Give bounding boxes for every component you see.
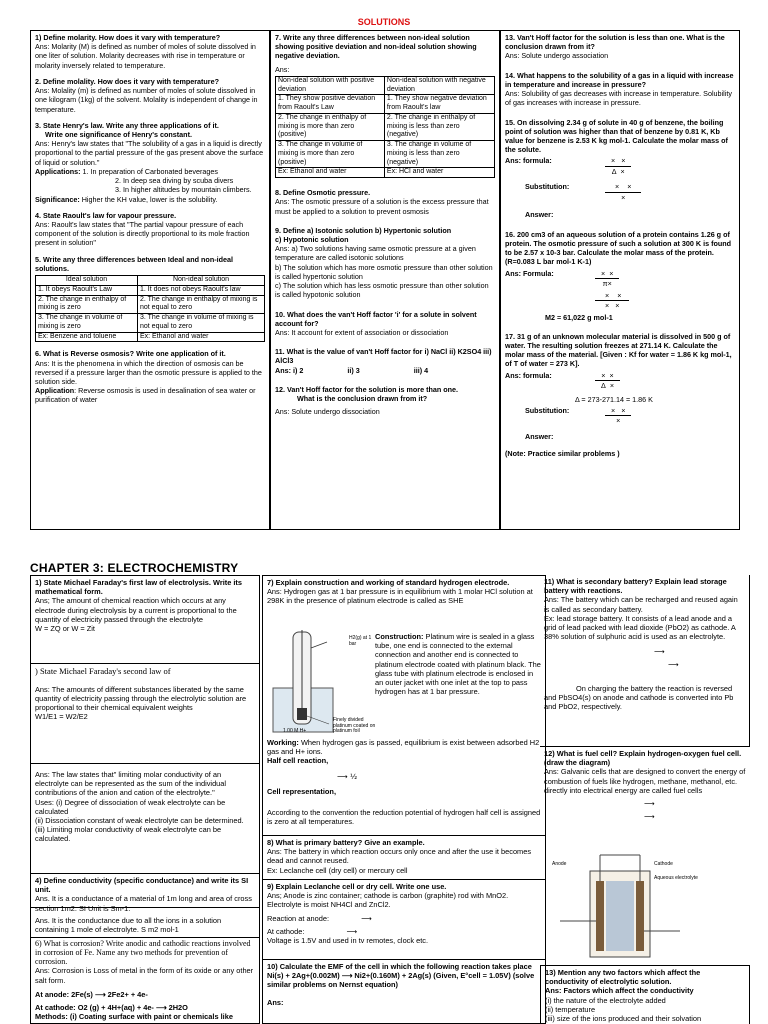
e-uses: Uses: (i) Degree of dissociation of weak electrolyte can be calculated	[35, 797, 226, 816]
solutions-column-2	[270, 30, 500, 530]
application-6: : Reverse osmosis is used in desalination of sea water or purification of water	[35, 386, 256, 405]
working-label: Working:	[267, 738, 299, 747]
e-q11-box	[540, 575, 750, 747]
sub16-fraction: × × × ×	[595, 291, 629, 310]
q13: 13. Van't Hoff factor for the solution is less than one. What is the conclusion drawn from it?	[505, 33, 725, 52]
q6: 6. What is Reverse osmosis? Write one application of it.	[35, 349, 226, 359]
e-q4-box	[31, 874, 259, 913]
substitution-label: Substitution:	[525, 182, 570, 192]
a12: Ans: Solute undergo dissociation	[275, 407, 380, 417]
den: Δ ×	[611, 166, 625, 176]
e-q11: 11) What is secondary battery? Explain lead storage battery with reactions.	[544, 577, 727, 596]
e-a11: Ans: The battery which can be recharged and reused again is called as secondary battery.	[544, 595, 738, 614]
e-a2: Ans: The amounts of different substances liberated by the same quantity of electricity passing through the electrolytic solution are proportional to their chemical equivalent weights	[35, 684, 247, 712]
delta-t: Δ = 273-271.14 = 1.86 K	[575, 394, 653, 404]
app-1: 1. In preparation of Carbonated beverages	[82, 166, 218, 176]
e-f2: W1/E1 = W2/E2	[35, 712, 88, 722]
significance: Higher the KH value, lower is the solubility.	[81, 194, 218, 204]
reaction-anode: Reaction at anode:	[267, 913, 330, 923]
e-q2-box	[31, 664, 259, 764]
q4: 4. State Raoult's law for vapour pressure.	[35, 210, 177, 220]
factor-1: (i) the nature of the electrolyte added	[545, 995, 666, 1005]
e-q1: 1) State Michael Faraday's first law of electrolysis. Write its mathematical form.	[35, 578, 242, 597]
e-q13: 13) Mention any two factors which affect the conductivity of electrolytic solution.	[545, 968, 701, 987]
e-q1-box	[31, 576, 259, 664]
sub17-fraction: × × ×	[605, 406, 631, 425]
formula16-label: Ans: Formula:	[505, 268, 554, 278]
t5-cell: 2. The change in enthalpy of mixing is zero	[36, 295, 138, 314]
t5-cell: Ex: Benzene and toluene	[36, 332, 138, 342]
e-methods: Methods: (i) Coating surface with paint or chemicals like	[35, 1012, 233, 1022]
q16: 16. 200 cm3 of an aqueous solution of a protein contains 1.26 g of protein. The osmotic pressure of such a solution at 300 K is found to be 2.57 x 10-3 bar. Calculate the molar mass of the protein. (R=0.083 L bar mol-1 K-1)	[505, 229, 732, 267]
e-q2: ) State Michael Faraday's second law of	[35, 666, 171, 676]
e-a6: Ans: Corrosion is Loss of metal in the form of its oxide or any other salt form.	[35, 966, 254, 985]
t5-cell: 1. It obeys Raoult's Law	[36, 285, 138, 295]
e-cathode: At cathode: O2 (g) + 4H+(aq) + 4e- ⟶ 2H2O	[35, 1002, 188, 1012]
e-ans10: Ans:	[267, 997, 284, 1007]
e-q10: 10) Calculate the EMF of the cell in which the following reaction takes place Ni(s) + 2Ag+(0.002M) ⟶ Ni2+(0.160M) + 2Ag(s) (Given, E°cell = 1.05V) (solve similar problems on Nernst equation)	[267, 962, 535, 990]
q17: 17. 31 g of an unknown molecular material is dissolved in 500 g of water. The resulting solution freezes at 271.14 K. Calculate the molar mass of the material. [Given : Kf for water = 1.86 K kg mol-1, of T of water = 273 K].	[505, 331, 732, 369]
e-a4: Ans. It is a conductance of a material of 1m long and area of cross section 1m2.	[35, 894, 252, 913]
app-2: 2. In deep sea diving by scuba divers	[115, 176, 234, 186]
a11-1: i) 2	[292, 365, 304, 375]
a8: Ans: The osmotic pressure of a solution is the excess pressure that must be applied to a solution to prevent osmosis	[275, 197, 489, 216]
electro-column-1	[30, 575, 260, 1024]
fig-electrolyte-label: Aqueous electrolyte	[654, 875, 698, 881]
cell-rep-label: Cell representation,	[267, 786, 336, 796]
fig-h2-label: H2(g) at 1 bar	[349, 635, 372, 647]
e-q13-box	[540, 965, 750, 1024]
ans-7: Ans:	[275, 64, 290, 74]
a2: Ans: Molality (m) is defined as number of moles of solute dissolved in one kilogram (1kg) of the solvent. Molality is independent of change in temperature.	[35, 86, 258, 114]
a11	[275, 366, 495, 375]
electro-column-2	[262, 575, 546, 1024]
e-q4: 4) Define conductivity (specific conductance) and write its SI unit.	[35, 876, 249, 895]
e-f1: W = ZQ or W = Zit	[35, 623, 95, 633]
e-q12: 12) What is fuel cell? Explain hydrogen-oxygen fuel cell. (draw the diagram)	[544, 749, 742, 768]
q12-sub: What is the conclusion drawn from it?	[297, 394, 428, 404]
factor-3: (iii) size of the ions produced and their solvation	[545, 1013, 702, 1023]
formula-fraction	[605, 156, 631, 175]
e-ex11: Ex: lead storage battery. It consists of a lead anode and a grid of lead packed with lead dioxide (PbO2) as cathode. A 38% solution of sulphuric acid is used as an electrolyte.	[544, 613, 736, 642]
t7-cell: 1. They show negative deviation from Raoult's law	[384, 95, 494, 114]
e-q7: 7) Explain construction and working of standard hydrogen electrode.	[267, 578, 510, 587]
e-ex8: Ex: Leclanche cell (dry cell) or mercury cell	[267, 865, 408, 875]
page-title: SOLUTIONS	[357, 17, 411, 27]
half-cell-label: Half cell reaction,	[267, 756, 329, 766]
arrow-icon: ⟶	[654, 647, 665, 657]
q5: 5. Write any three differences between Ideal and non-ideal solutions.	[35, 254, 233, 273]
q1: 1) Define molarity. How does it vary with temperature?	[35, 33, 221, 42]
arrow-icon: ⟶	[644, 798, 655, 808]
e-a1: Ans; The amount of chemical reaction which occurs at any electrode during electrolysis by a current is proportional to the quantity of electricity passed through the electrolyte	[35, 596, 237, 624]
q10: 10. What does the van't Hoff factor 'i' for a solute in solvent account for?	[275, 309, 477, 328]
a11-2: ii) 3	[347, 365, 360, 375]
q9-sub: c) Hypotonic solution	[275, 235, 349, 244]
fig-pt-label: Finely divided platinum coated on platinum foil	[333, 717, 376, 734]
m2-result: M2 = 61,022 g mol-1	[545, 312, 613, 322]
q7: 7. Write any three differences between non-ideal solution showing positive deviation and non-ideal solution showing negative deviation.	[275, 33, 477, 61]
t5-cell: Ex: Ethanol and water	[138, 332, 265, 342]
e-q9-box	[263, 880, 545, 960]
significance-label: Significance:	[35, 194, 80, 204]
e-q6-box	[31, 938, 259, 1023]
fuel-cell-diagram	[550, 851, 700, 961]
e-a9: Ans; Anode is zinc container; cathode is carbon (graphite) rod with MnO2. Electrolyte is moist NH4Cl and ZnCl2.	[267, 891, 509, 910]
t7-cell: 2. The change in enthalpy of mixing is less than zero (negative)	[384, 113, 494, 140]
deviation-table	[275, 76, 495, 178]
e-si: SI Unit is Sm-1.	[78, 903, 131, 913]
formula17-label: Ans: formula:	[505, 370, 552, 380]
answer17-label: Answer:	[525, 431, 554, 441]
e-charge: On charging the battery the reaction is reversed and PbSO4(s) on anode and cathode is converted into Pb and PbO2, respectively.	[544, 683, 734, 711]
solutions-column-3	[500, 30, 740, 530]
q2: 2. Define molality. How does it vary with temperature?	[35, 76, 219, 86]
a3: Ans: Henry's law states that "The solubility of a gas in a liquid is directly proportional to the partial pressure of the gas present above the surface of liquid or solution."	[35, 139, 264, 167]
convention: According to the convention the reduction potential of hydrogen half cell is assigned is zero at all temperatures.	[267, 807, 541, 827]
a10: Ans: It account for extent of association or dissociation	[275, 327, 449, 337]
a11-3: iii) 4	[413, 365, 429, 375]
electro-column-3	[540, 575, 750, 1024]
e-a5: Ans. It is the conductance due to all the ions in a solution containing 1 mole of electrolyte. S m2 mol-1	[35, 916, 222, 935]
e-anode: At anode: 2Fe(s) ⟶ 2Fe2+ + 4e-	[35, 989, 148, 999]
arrow-icon: ⟶	[644, 812, 655, 822]
applications-label: Applications:	[35, 166, 81, 176]
e-q8: 8) What is primary battery? Give an example.	[267, 838, 425, 847]
construction-text: Platinum wire is sealed in a glass tube, one end is connected to the external connection and another end is connected to platinum electrode coated with platinum black. The glass tube with platinum electrode is enclosed in an outer jacket with one inlet at the top to pass hydrogen has at 1 bar pressure.	[375, 632, 541, 697]
e-a13: Ans: Factors which affect the conductivity	[545, 986, 694, 996]
e-uses-2: (ii) Dissociation constant of weak electrolyte can be determined.	[35, 815, 244, 825]
t5-cell: 1. It does not obeys Raoult's law	[138, 285, 265, 295]
answer-label: Answer:	[525, 210, 554, 220]
e-a12: Ans: Galvanic cells that are designed to convert the energy of combustion of fuels like hydrogen, methane, methanol, etc. directly into electrical energy are called fuel cells	[544, 767, 746, 795]
app-3: 3. In higher altitudes by mountain climbers.	[115, 185, 252, 195]
a4: Ans: Raoult's law states that "The partial vapour pressure of each component of the solution is directly proportional to its mole fraction present in solution"	[35, 219, 250, 248]
arrow-icon: ⟶	[668, 660, 679, 670]
working	[267, 738, 543, 826]
t7-cell: Ex: Ethanol and water	[276, 168, 385, 178]
construction-label: Construction:	[375, 632, 424, 641]
q12: 12. Van't Hoff factor for the solution is more than one.	[275, 384, 459, 394]
arrow-icon: ⟶	[346, 926, 358, 936]
formula-label: Ans: formula:	[505, 156, 552, 166]
q3: 3. State Henry's law. Write any three applications of it.	[35, 120, 219, 130]
a11-label: Ans:	[275, 365, 291, 375]
a9c: c) The solution which has less osmotic pressure than other solution is called hypotonic solution	[275, 281, 489, 300]
q8: 8. Define Osmotic pressure.	[275, 188, 371, 198]
note: (Note: Practice similar problems )	[505, 449, 620, 459]
e-a7: Ans: Hydrogen gas at 1 bar pressure is in equilibrium with 1 molar HCl solution at 298K in the presence of platinum electrode is called as SHE	[267, 587, 533, 606]
num: × ×	[605, 156, 631, 166]
factor-2: (ii) temperature	[545, 1004, 596, 1014]
t7-header-negative: Non-ideal solution with negative deviation	[384, 76, 494, 95]
a6: Ans: It is the phenomena in which the direction of osmosis can be reversed if a pressure larger than the osmotic pressure is applied to the solution side.	[35, 358, 262, 386]
a9b: b) The solution which has more osmotic pressure than other solution is called hypertonic solution	[275, 262, 493, 281]
application-label: Application	[35, 386, 75, 396]
e-q7-box	[263, 576, 545, 836]
t5-cell: 3. The change in volume of mixing is zero	[36, 314, 138, 333]
e-q6: 6) What is corrosion? Write anodic and cathodic reactions involved in corrosion of Fe. Name any two methods for prevention of corrosion.	[35, 939, 251, 966]
q9: 9. Define a) Isotonic solution b) Hypertonic solution	[275, 225, 452, 235]
at-cathode: At cathode:	[267, 926, 305, 936]
t7-cell: Ex: HCl and water	[384, 168, 494, 178]
t7-cell: 3. The change in volume of mixing is more than zero (positive)	[276, 141, 385, 168]
q15: 15. On dissolving 2.34 g of solute in 40 g of benzene, the boiling point of solution was higher than that of benzene by 0.81 K, Kb value for benzene is 2.53 K kg mol-1. Calculate the molar mass of the solute.	[505, 117, 728, 155]
voltage: Voltage is 1.5V and used in tv remotes, clock etc.	[267, 935, 429, 945]
fig-anode-label: Anode	[552, 861, 567, 867]
fig-m-label: 1.00 M H+	[283, 728, 307, 734]
a13: Ans: Solute undergo association	[505, 51, 609, 61]
e-a8: Ans: The battery in which reaction occurs only once and after the use it becomes dead and cannot reused.	[267, 847, 532, 866]
a1: Ans: Molarity (M) is defined as number of moles of solute dissolved in one liter of solution. Molarity decreases with rise in temperature or molarity inversely related to temperature.	[35, 42, 256, 70]
ideal-vs-nonideal-table	[35, 275, 265, 342]
q3-sub: Write one significance of Henry's constant.	[45, 129, 192, 139]
t7-cell: 3. The change in volume of mixing is less than zero (negative)	[384, 141, 494, 168]
e-a3: Ans: The law states that" limiting molar conductivity of an electrolyte can be represented as the sum of the individual contributions of the anion and cation of the electrolyte."	[35, 770, 227, 798]
arrow-icon: ⟶	[361, 913, 372, 923]
e-q10-box	[263, 960, 545, 1009]
chapter-heading: CHAPTER 3: ELECTROCHEMISTRY	[30, 561, 239, 575]
t5-cell: 2. The change in enthalpy of mixing is not equal to zero	[138, 295, 265, 314]
t5-header-ideal: Ideal solution	[36, 276, 138, 286]
t7-cell: 2. The change in enthalpy of mixing is more than zero (positive)	[276, 113, 385, 140]
t7-cell: 1. They show positive deviation from Raoult's Law	[276, 95, 385, 114]
working-text: When hydrogen gas is passed, equilibrium is exist between adsorbed H2 gas and H+ ions.	[267, 738, 540, 757]
e-uses-3: (iii) Limiting molar conductivity of weak electrolyte can be calculated.	[35, 825, 222, 844]
e-q12-box	[540, 747, 750, 965]
formula17-fraction: × × Δ ×	[595, 371, 620, 390]
construction	[375, 632, 541, 696]
fig-cathode-label: Cathode	[654, 861, 673, 867]
e-q3-box	[31, 764, 259, 874]
q14: 14. What happens to the solubility of a gas in a liquid with increase in temperature and increase in pressure?	[505, 70, 734, 89]
t7-header-positive: Non-ideal solution with positive deviation	[276, 76, 385, 95]
substitution17-label: Substitution:	[525, 405, 570, 415]
half-cell-reaction: ⟶ ½	[337, 771, 358, 781]
t5-header-nonideal: Non-ideal solution	[138, 276, 265, 286]
t5-cell: 3. The change in volume of mixing is not equal to zero	[138, 314, 265, 333]
formula16-fraction: × × π×	[595, 269, 619, 288]
a14: Ans: Solubility of gas decreases with increase in temperature. Solubility of gas increases with increase in pressure.	[505, 89, 732, 108]
solutions-column-1	[30, 30, 270, 530]
q11: 11. What is the value of van't Hoff factor for i) NaCl ii) K2SO4 iii) AlCl3	[275, 347, 492, 366]
e-q8-box	[263, 836, 545, 880]
e-q9: 9) Explain Leclanche cell or dry cell. Write one use.	[267, 882, 447, 891]
a9a: Ans: a) Two solutions having same osmotic pressure at a given temperature are called isotonic solutions	[275, 244, 476, 263]
substitution-fraction: × × ×	[605, 182, 641, 201]
